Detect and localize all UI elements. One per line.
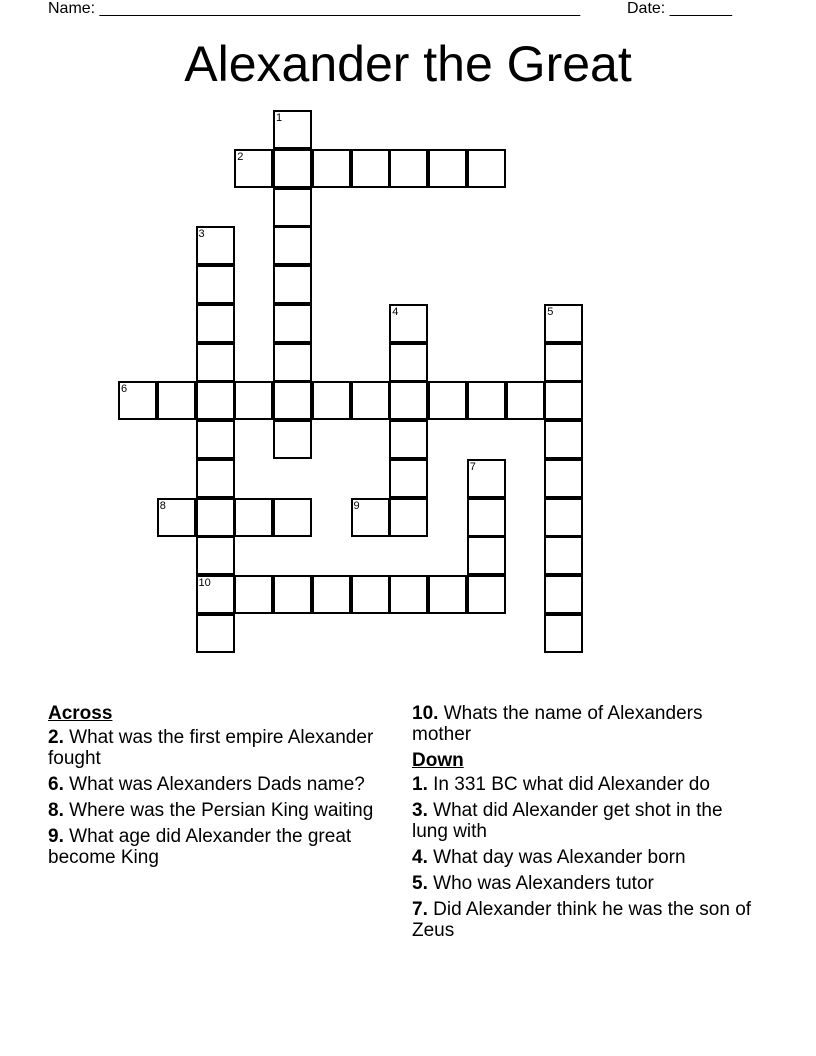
clue-number-label: 4	[392, 305, 399, 318]
crossword-cell[interactable]	[544, 459, 583, 498]
clue-number-label: 10	[198, 577, 211, 589]
clue-across-8	[48, 800, 388, 821]
clue-number-label: 6	[121, 383, 128, 396]
crossword-cell[interactable]	[234, 575, 273, 614]
crossword-cell[interactable]	[196, 614, 235, 653]
clue-number-label: 8	[159, 499, 166, 512]
crossword-cell[interactable]	[544, 343, 583, 382]
clue-across-9	[48, 826, 388, 868]
crossword-cell[interactable]	[544, 614, 583, 653]
clue-text: In 331 BC what did Alexander do	[433, 774, 710, 795]
crossword-cell[interactable]	[234, 381, 273, 420]
clue-text: Did Alexander think he was the son of Zeus	[412, 899, 752, 941]
crossword-cell[interactable]	[273, 575, 312, 614]
crossword-cell[interactable]	[312, 149, 351, 188]
clue-across-2	[48, 727, 388, 769]
crossword-cell[interactable]	[351, 149, 390, 188]
clue-text: Whats the name of Alexanders mother	[412, 703, 703, 745]
clue-number-label: 9	[353, 499, 360, 512]
crossword-cell[interactable]	[118, 381, 157, 420]
clue-text: Where was the Persian King waiting	[69, 800, 374, 821]
crossword-cell[interactable]	[389, 459, 428, 498]
crossword-cell[interactable]	[389, 420, 428, 459]
crossword-cell[interactable]	[544, 304, 583, 343]
clue-down-3	[412, 800, 752, 842]
date-field-label: Date: _______	[627, 0, 732, 17]
crossword-cell[interactable]	[544, 420, 583, 459]
clue-number-label: 7	[469, 460, 476, 473]
clue-text: What was the first empire Alexander fought	[48, 727, 374, 769]
clue-number: 8.	[48, 800, 64, 821]
crossword-cell[interactable]	[467, 498, 506, 537]
crossword-cell[interactable]	[467, 536, 506, 575]
clue-number: 2.	[48, 727, 64, 748]
crossword-cell[interactable]	[157, 498, 196, 537]
crossword-cell[interactable]	[234, 149, 273, 188]
clue-number: 10.	[412, 703, 439, 724]
clue-across-6	[48, 774, 388, 795]
clue-text: What day was Alexander born	[433, 847, 686, 868]
down-heading: Down	[412, 750, 464, 771]
clue-number: 9.	[48, 826, 64, 847]
crossword-cell[interactable]	[351, 498, 390, 537]
crossword-cell[interactable]	[157, 381, 196, 420]
crossword-cell[interactable]	[389, 304, 428, 343]
crossword-cell[interactable]	[273, 110, 312, 149]
crossword-cell[interactable]	[351, 381, 390, 420]
crossword-cell[interactable]	[273, 343, 312, 382]
clue-down-5	[412, 873, 752, 894]
crossword-cell[interactable]	[196, 343, 235, 382]
crossword-cell[interactable]	[273, 381, 312, 420]
crossword-cell[interactable]	[273, 304, 312, 343]
crossword-cell[interactable]	[196, 536, 235, 575]
crossword-cell[interactable]	[351, 575, 390, 614]
crossword-cell[interactable]	[428, 149, 467, 188]
crossword-cell[interactable]	[544, 575, 583, 614]
crossword-cell[interactable]	[389, 381, 428, 420]
clue-number: 6.	[48, 774, 64, 795]
crossword-cell[interactable]	[273, 149, 312, 188]
crossword-cell[interactable]	[506, 381, 545, 420]
crossword-cell[interactable]	[273, 420, 312, 459]
crossword-cell[interactable]	[234, 498, 273, 537]
clue-across-10	[412, 703, 752, 745]
across-clues	[48, 703, 388, 873]
across-heading: Across	[48, 703, 113, 724]
crossword-cell[interactable]	[312, 575, 351, 614]
down-clues	[412, 703, 752, 946]
crossword-cell[interactable]	[196, 226, 235, 265]
crossword-cell[interactable]	[273, 226, 312, 265]
crossword-cell[interactable]	[273, 498, 312, 537]
crossword-cell[interactable]	[467, 459, 506, 498]
crossword-cell[interactable]	[544, 498, 583, 537]
clue-text: What age did Alexander the great become King	[48, 826, 352, 868]
clue-down-7	[412, 899, 752, 941]
crossword-cell[interactable]	[467, 575, 506, 614]
clue-down-1	[412, 774, 752, 795]
crossword-cell[interactable]	[196, 381, 235, 420]
name-field-label: Name: ______________________________________________________	[48, 0, 581, 17]
crossword-cell[interactable]	[389, 498, 428, 537]
crossword-cell[interactable]	[467, 149, 506, 188]
clue-number-label: 2	[237, 150, 244, 163]
page-title: Alexander the Great	[184, 36, 632, 92]
clue-number: 4.	[412, 847, 428, 868]
clue-number: 7.	[412, 899, 428, 920]
crossword-cell[interactable]	[273, 265, 312, 304]
crossword-cell[interactable]	[428, 381, 467, 420]
crossword-cell[interactable]	[389, 575, 428, 614]
clue-text: What did Alexander get shot in the lung with	[412, 800, 723, 842]
clue-number-label: 5	[547, 305, 554, 318]
crossword-cell[interactable]	[544, 536, 583, 575]
crossword-cell[interactable]	[389, 149, 428, 188]
clue-number: 3.	[412, 800, 428, 821]
crossword-cell[interactable]	[273, 188, 312, 227]
crossword-cell[interactable]	[312, 381, 351, 420]
crossword-cell[interactable]	[196, 420, 235, 459]
crossword-cell[interactable]	[389, 343, 428, 382]
crossword-cell[interactable]	[196, 459, 235, 498]
crossword-cell[interactable]	[544, 381, 583, 420]
crossword-cell[interactable]	[196, 265, 235, 304]
clue-text: What was Alexanders Dads name?	[69, 774, 365, 795]
clue-number: 5.	[412, 873, 428, 894]
clue-number-label: 1	[276, 112, 283, 124]
clue-down-4	[412, 847, 752, 868]
crossword-cell[interactable]	[428, 575, 467, 614]
crossword-cell[interactable]	[196, 304, 235, 343]
clue-number-label: 3	[198, 228, 205, 241]
crossword-cell[interactable]	[196, 498, 235, 537]
clue-number: 1.	[412, 774, 428, 795]
clue-text: Who was Alexanders tutor	[433, 873, 654, 894]
crossword-cell[interactable]	[196, 575, 235, 614]
crossword-cell[interactable]	[467, 381, 506, 420]
